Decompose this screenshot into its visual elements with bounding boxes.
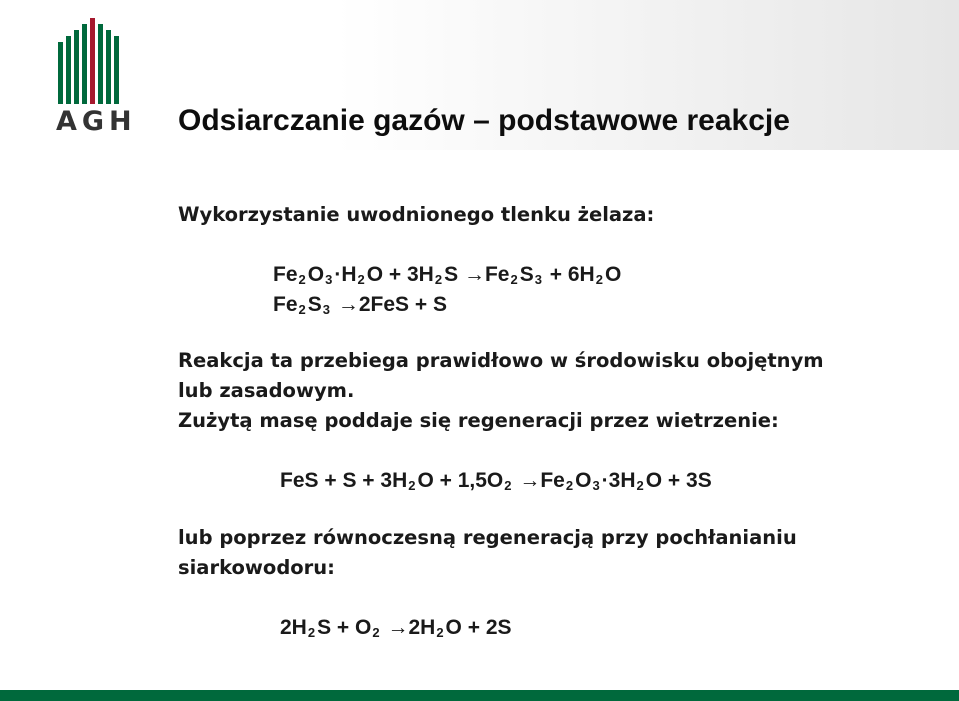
equation-2 [273, 294, 447, 316]
eq1-part: S [444, 263, 464, 286]
eq2-sub: 2 [298, 302, 306, 317]
eq1-sub: 2 [434, 272, 443, 287]
eq1-sub: 2 [595, 272, 603, 287]
eq2-part: S [307, 293, 322, 316]
paragraph-3-line-1: lub poprzez równoczesną regeneracją przy pochłanianiu [178, 526, 797, 549]
arrow-icon: → [519, 469, 541, 492]
eq3-sub: 2 [636, 478, 644, 493]
arrow-icon: → [463, 263, 485, 286]
arrow-icon: → [387, 616, 409, 639]
eq1-sub: 3 [534, 272, 542, 287]
eq1-sub: 3 [325, 272, 333, 287]
eq1-part: O [604, 263, 622, 286]
eq2-sub: 3 [322, 302, 330, 317]
eq4-part: 2H [408, 616, 436, 639]
eq1-sub: 2 [510, 272, 518, 287]
eq3-part: ·3H [601, 469, 636, 492]
paragraph-3-line-2: siarkowodoru: [178, 556, 335, 579]
slide-title: Odsiarczanie gazów – podstawowe reakcje [178, 104, 790, 137]
paragraph-2: Zużytą masę poddaje się regeneracji przez wietrzenie: [178, 409, 779, 432]
eq3-sub: 2 [504, 478, 512, 493]
eq1-part: O [307, 263, 325, 286]
eq3-part: FeS + S + 3H [280, 469, 408, 492]
eq4-part: O + 2S [445, 616, 512, 639]
eq4-sub: 2 [372, 625, 380, 640]
slide-header [0, 0, 959, 150]
eq3-sub: 2 [565, 478, 574, 493]
eq3-part: O [575, 469, 592, 492]
eq3-sub: 3 [592, 478, 600, 493]
equation-1 [273, 264, 621, 286]
eq1-part: ·H [334, 263, 357, 286]
equation-3 [280, 470, 712, 492]
paragraph-1-line-1: Reakcja ta przebiega prawidłowo w środowisku obojętnym [178, 349, 824, 372]
eq2-part: 2FeS + S [358, 293, 447, 316]
eq1-part: S [519, 263, 534, 286]
intro-text: Wykorzystanie uwodnionego tlenku żelaza: [178, 203, 655, 226]
logo-text: AGH [56, 106, 137, 137]
eq1-sub: 2 [357, 272, 365, 287]
eq1-part: Fe [484, 263, 510, 286]
eq4-sub: 2 [307, 625, 316, 640]
eq1-part: Fe [273, 263, 298, 286]
equation-4 [280, 617, 512, 639]
eq3-part: O + 1,5O [417, 469, 504, 492]
paragraph-1-line-2: lub zasadowym. [178, 379, 355, 402]
eq4-part: S + O [317, 616, 372, 639]
arrow-icon: → [337, 293, 359, 316]
eq4-sub: 2 [436, 625, 444, 640]
footer-bar [0, 690, 959, 701]
eq1-part: O + 3H [366, 263, 434, 286]
eq2-part: Fe [273, 293, 298, 316]
eq1-part: + 6H [543, 263, 595, 286]
eq1-sub: 2 [298, 272, 306, 287]
eq3-sub: 2 [408, 478, 416, 493]
eq4-part: 2H [280, 616, 307, 639]
eq3-part: O + 3S [645, 469, 712, 492]
eq3-part: Fe [540, 469, 565, 492]
